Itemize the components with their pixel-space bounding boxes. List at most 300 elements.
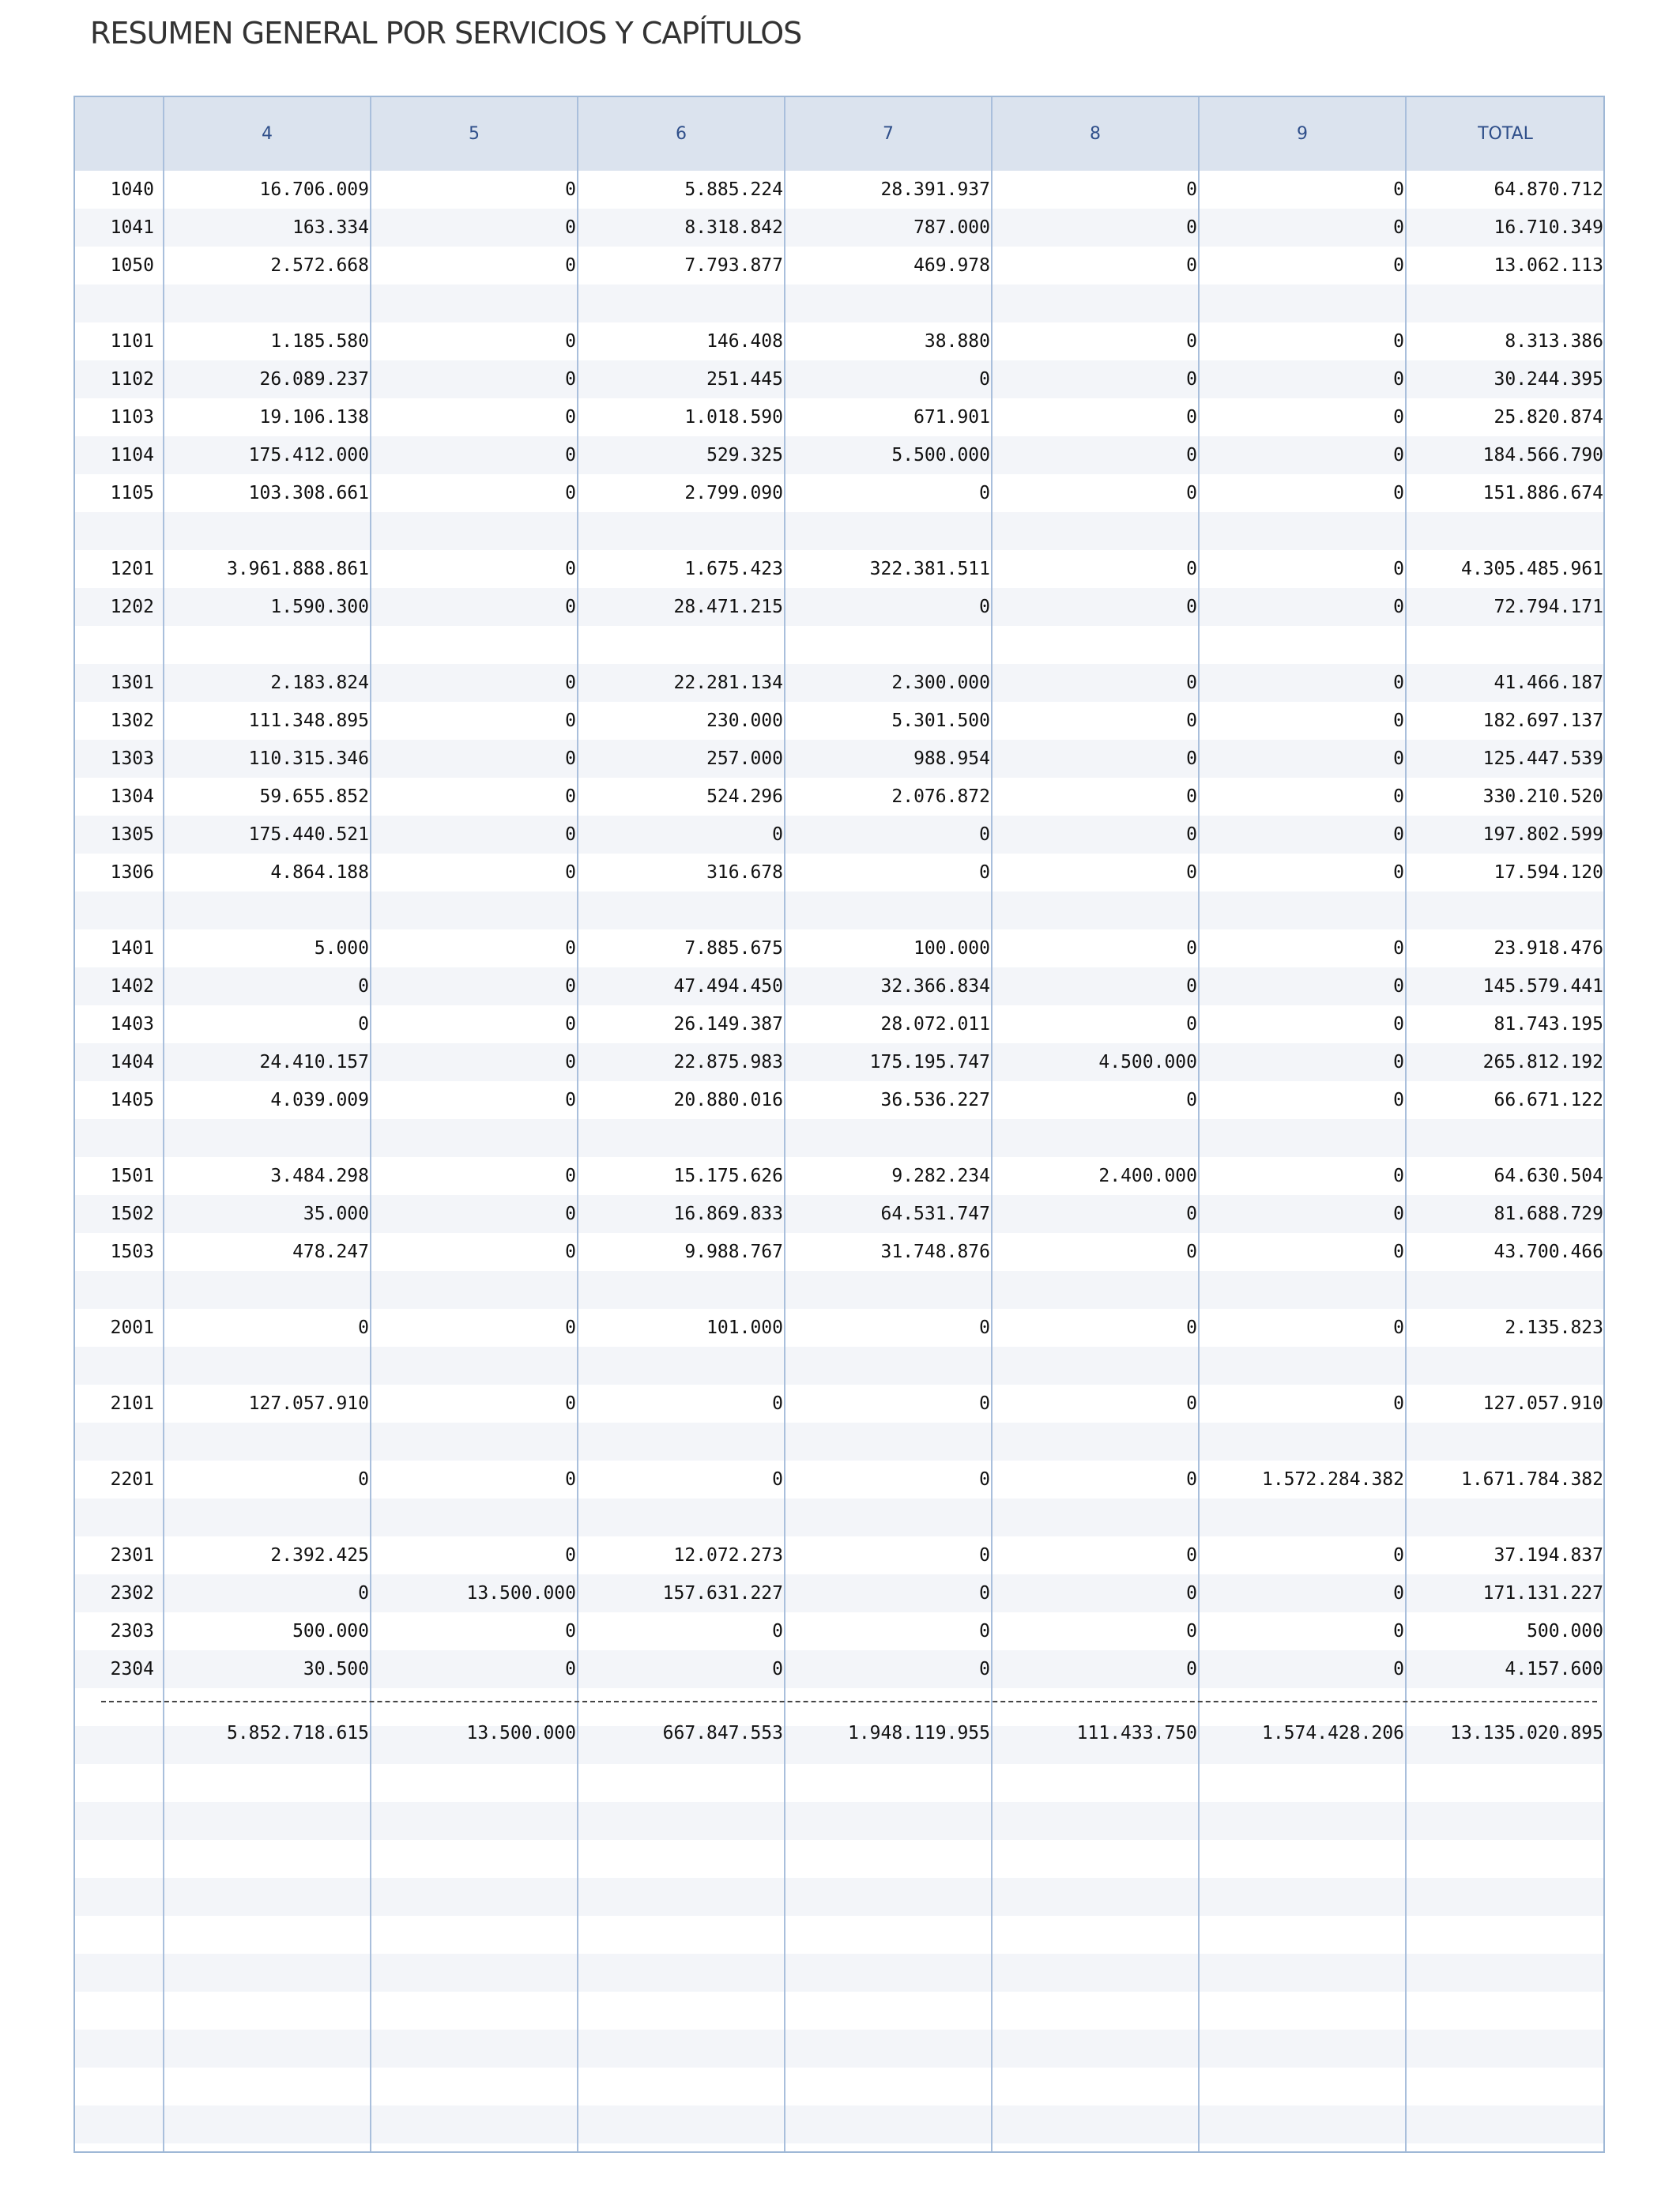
table-cell: 111.348.895 — [248, 711, 369, 731]
total-cell: 5.852.718.615 — [226, 1723, 369, 1744]
table-cell: 0 — [1393, 1204, 1404, 1224]
table-cell: 0 — [1393, 711, 1404, 731]
table-cell: 0 — [1393, 1393, 1404, 1414]
table-cell: 127.057.910 — [248, 1393, 369, 1414]
column-header: 4 — [262, 124, 273, 144]
table-cell: 64.870.712 — [1494, 179, 1603, 200]
table-cell: 9.282.234 — [891, 1166, 990, 1186]
table-cell: 0 — [979, 1545, 990, 1566]
table-cell: 26.089.237 — [259, 369, 369, 390]
total-cell: 1.948.119.955 — [847, 1723, 990, 1744]
table-cell: 175.440.521 — [248, 824, 369, 845]
service-code: 2303 — [110, 1621, 154, 1642]
table-cell: 0 — [1393, 748, 1404, 769]
service-code: 1501 — [110, 1166, 154, 1186]
table-cell: 0 — [772, 1659, 783, 1679]
table-cell: 0 — [1393, 824, 1404, 845]
table-cell: 36.536.227 — [880, 1090, 990, 1110]
table-cell: 0 — [1393, 1659, 1404, 1679]
table-cell: 13.062.113 — [1494, 255, 1603, 276]
service-code: 1302 — [110, 711, 154, 731]
table-cell: 0 — [565, 1090, 576, 1110]
table-cell: 0 — [565, 1166, 576, 1186]
table-row — [75, 1612, 1603, 1650]
row-stripe — [75, 626, 1603, 664]
table-cell: 197.802.599 — [1482, 824, 1603, 845]
table-cell: 0 — [565, 1621, 576, 1642]
table-cell: 0 — [1393, 1583, 1404, 1604]
service-code: 1041 — [110, 217, 154, 238]
table-cell: 0 — [1393, 976, 1404, 997]
table-row — [75, 664, 1603, 702]
row-stripe — [75, 2105, 1603, 2143]
table-cell: 0 — [358, 1014, 369, 1035]
row-stripe — [75, 1498, 1603, 1536]
table-row — [75, 247, 1603, 285]
table-cell: 2.183.824 — [270, 673, 369, 693]
table-cell: 330.210.520 — [1482, 786, 1603, 807]
table-cell: 0 — [979, 1318, 990, 1338]
service-code: 2101 — [110, 1393, 154, 1414]
table-cell: 0 — [1393, 862, 1404, 883]
row-stripe — [75, 285, 1603, 322]
table-cell: 230.000 — [706, 711, 783, 731]
table-cell: 16.706.009 — [259, 179, 369, 200]
table-row — [75, 929, 1603, 967]
table-cell: 2.135.823 — [1505, 1318, 1603, 1338]
row-stripe — [75, 1802, 1603, 1840]
table-cell: 30.500 — [303, 1659, 369, 1679]
total-cell: 111.433.750 — [1076, 1723, 1197, 1744]
service-code: 2001 — [110, 1318, 154, 1338]
table-cell: 0 — [565, 407, 576, 428]
table-cell: 0 — [1393, 1621, 1404, 1642]
table-cell: 0 — [1393, 1090, 1404, 1110]
table-cell: 0 — [565, 369, 576, 390]
table-cell: 127.057.910 — [1482, 1393, 1603, 1414]
totals-row — [75, 1714, 1603, 1752]
table-cell: 478.247 — [292, 1242, 369, 1262]
service-code: 1405 — [110, 1090, 154, 1110]
table-cell: 0 — [565, 1052, 576, 1072]
service-code: 1306 — [110, 862, 154, 883]
table-row — [75, 702, 1603, 740]
table-row — [75, 171, 1603, 209]
table-cell: 0 — [1393, 483, 1404, 503]
table-cell: 0 — [565, 1242, 576, 1262]
total-cell: 667.847.553 — [662, 1723, 783, 1744]
table-cell: 0 — [1393, 597, 1404, 617]
table-row — [75, 1536, 1603, 1574]
table-row — [75, 1385, 1603, 1423]
table-cell: 500.000 — [1527, 1621, 1603, 1642]
table-row — [75, 1461, 1603, 1498]
table-cell: 1.018.590 — [684, 407, 783, 428]
table-cell: 1.590.300 — [270, 597, 369, 617]
table-cell: 1.671.784.382 — [1460, 1469, 1603, 1490]
service-code: 2301 — [110, 1545, 154, 1566]
total-cell: 13.500.000 — [466, 1723, 576, 1744]
table-cell: 0 — [1186, 938, 1197, 959]
table-cell: 0 — [1186, 255, 1197, 276]
table-cell: 0 — [565, 255, 576, 276]
table-cell: 64.630.504 — [1494, 1166, 1603, 1186]
table-cell: 8.318.842 — [684, 217, 783, 238]
table-cell: 25.820.874 — [1494, 407, 1603, 428]
table-cell: 5.885.224 — [684, 179, 783, 200]
table-cell: 0 — [565, 1204, 576, 1224]
service-code: 1050 — [110, 255, 154, 276]
table-cell: 0 — [358, 1318, 369, 1338]
service-code: 1304 — [110, 786, 154, 807]
table-cell: 0 — [1393, 1242, 1404, 1262]
table-cell: 37.194.837 — [1494, 1545, 1603, 1566]
table-cell: 4.039.009 — [270, 1090, 369, 1110]
table-cell: 0 — [772, 824, 783, 845]
row-stripe — [75, 2068, 1603, 2105]
table-cell: 26.149.387 — [673, 1014, 783, 1035]
row-stripe — [75, 1992, 1603, 2030]
table-cell: 5.500.000 — [891, 445, 990, 466]
service-code: 1403 — [110, 1014, 154, 1035]
table-cell: 3.484.298 — [270, 1166, 369, 1186]
service-code: 1202 — [110, 597, 154, 617]
table-cell: 4.500.000 — [1098, 1052, 1197, 1072]
table-cell: 257.000 — [706, 748, 783, 769]
table-cell: 1.675.423 — [684, 559, 783, 579]
table-cell: 0 — [1393, 673, 1404, 693]
table-cell: 0 — [1393, 407, 1404, 428]
table-cell: 0 — [979, 862, 990, 883]
table-cell: 7.885.675 — [684, 938, 783, 959]
row-stripe — [75, 1764, 1603, 1802]
table-cell: 0 — [358, 1583, 369, 1604]
table-row — [75, 967, 1603, 1005]
table-cell: 163.334 — [292, 217, 369, 238]
service-code: 1404 — [110, 1052, 154, 1072]
table-row — [75, 1233, 1603, 1271]
table-cell: 28.471.215 — [673, 597, 783, 617]
table-cell: 0 — [1186, 1583, 1197, 1604]
table-cell: 0 — [979, 1469, 990, 1490]
table-cell: 0 — [1186, 976, 1197, 997]
table-cell: 1.572.284.382 — [1261, 1469, 1404, 1490]
table-cell: 3.961.888.861 — [226, 559, 369, 579]
table-cell: 2.300.000 — [891, 673, 990, 693]
table-cell: 988.954 — [913, 748, 990, 769]
table-cell: 9.988.767 — [684, 1242, 783, 1262]
table-cell: 0 — [565, 1014, 576, 1035]
total-cell: 13.135.020.895 — [1450, 1723, 1603, 1744]
table-cell: 0 — [1186, 1014, 1197, 1035]
table-cell: 0 — [565, 1469, 576, 1490]
table-row — [75, 1574, 1603, 1612]
table-row — [75, 1005, 1603, 1043]
table-cell: 81.743.195 — [1494, 1014, 1603, 1035]
table-row — [75, 1043, 1603, 1081]
table-cell: 0 — [565, 786, 576, 807]
table-cell: 59.655.852 — [259, 786, 369, 807]
table-cell: 32.366.834 — [880, 976, 990, 997]
table-cell: 0 — [1393, 786, 1404, 807]
table-row — [75, 1081, 1603, 1119]
column-header: 8 — [1090, 124, 1101, 144]
table-cell: 2.400.000 — [1098, 1166, 1197, 1186]
table-cell: 184.566.790 — [1482, 445, 1603, 466]
table-cell: 0 — [1186, 824, 1197, 845]
service-code: 1040 — [110, 179, 154, 200]
table-cell: 146.408 — [706, 331, 783, 352]
table-cell: 110.315.346 — [248, 748, 369, 769]
column-header — [75, 97, 164, 171]
table-cell: 5.000 — [314, 938, 369, 959]
table-cell: 0 — [1186, 711, 1197, 731]
table-cell: 0 — [1393, 445, 1404, 466]
table-cell: 1.185.580 — [270, 331, 369, 352]
table-cell: 0 — [979, 483, 990, 503]
table-cell: 38.880 — [924, 331, 990, 352]
table-cell: 0 — [1186, 1242, 1197, 1262]
table-cell: 28.072.011 — [880, 1014, 990, 1035]
table-cell: 787.000 — [913, 217, 990, 238]
table-cell: 8.313.386 — [1505, 331, 1603, 352]
table-cell: 0 — [565, 824, 576, 845]
table-cell: 30.244.395 — [1494, 369, 1603, 390]
table-cell: 41.466.187 — [1494, 673, 1603, 693]
table-cell: 469.978 — [913, 255, 990, 276]
table-row — [75, 778, 1603, 816]
service-code: 1201 — [110, 559, 154, 579]
service-code: 1303 — [110, 748, 154, 769]
table-row — [75, 1650, 1603, 1688]
table-cell: 16.710.349 — [1494, 217, 1603, 238]
table-cell: 316.678 — [706, 862, 783, 883]
table-cell: 0 — [565, 559, 576, 579]
row-stripe — [75, 2143, 1603, 2153]
table-row — [75, 854, 1603, 892]
table-cell: 7.793.877 — [684, 255, 783, 276]
table-cell: 0 — [1393, 559, 1404, 579]
table-cell: 0 — [1393, 1014, 1404, 1035]
table-cell: 17.594.120 — [1494, 862, 1603, 883]
table-cell: 0 — [565, 748, 576, 769]
table-cell: 0 — [772, 1469, 783, 1490]
table-cell: 0 — [979, 369, 990, 390]
table-cell: 22.875.983 — [673, 1052, 783, 1072]
table-cell: 0 — [565, 1545, 576, 1566]
service-code: 2201 — [110, 1469, 154, 1490]
table-cell: 0 — [979, 597, 990, 617]
row-stripe — [75, 1878, 1603, 1916]
row-stripe — [75, 1840, 1603, 1878]
table-cell: 0 — [1186, 786, 1197, 807]
table-cell: 322.381.511 — [869, 559, 990, 579]
table-cell: 4.305.485.961 — [1460, 559, 1603, 579]
table-cell: 524.296 — [706, 786, 783, 807]
service-code: 2302 — [110, 1583, 154, 1604]
service-code: 2304 — [110, 1659, 154, 1679]
table-cell: 0 — [1186, 1204, 1197, 1224]
table-cell: 0 — [979, 1621, 990, 1642]
table-cell: 12.072.273 — [673, 1545, 783, 1566]
table-cell: 0 — [1186, 179, 1197, 200]
table-cell: 175.412.000 — [248, 445, 369, 466]
row-stripe — [75, 1916, 1603, 1954]
table-row — [75, 1157, 1603, 1195]
table-cell: 0 — [1186, 559, 1197, 579]
table-cell: 0 — [772, 1621, 783, 1642]
table-cell: 0 — [979, 1659, 990, 1679]
table-cell: 5.301.500 — [891, 711, 990, 731]
row-stripe — [75, 1423, 1603, 1461]
table-cell: 31.748.876 — [880, 1242, 990, 1262]
row-stripe — [75, 1347, 1603, 1385]
table-cell: 0 — [979, 1583, 990, 1604]
table-cell: 0 — [1186, 673, 1197, 693]
table-cell: 0 — [1186, 1659, 1197, 1679]
table-cell: 171.131.227 — [1482, 1583, 1603, 1604]
table-cell: 0 — [565, 179, 576, 200]
table-cell: 0 — [565, 445, 576, 466]
table-row — [75, 740, 1603, 778]
table-cell: 0 — [1186, 369, 1197, 390]
column-header: 9 — [1297, 124, 1308, 144]
table-cell: 103.308.661 — [248, 483, 369, 503]
service-code: 1105 — [110, 483, 154, 503]
table-cell: 20.880.016 — [673, 1090, 783, 1110]
service-code: 1301 — [110, 673, 154, 693]
table-cell: 0 — [1186, 483, 1197, 503]
table-cell: 0 — [1186, 407, 1197, 428]
table-row — [75, 816, 1603, 854]
table-row — [75, 322, 1603, 360]
table-cell: 24.410.157 — [259, 1052, 369, 1072]
service-code: 1104 — [110, 445, 154, 466]
table-cell: 0 — [565, 1659, 576, 1679]
service-code: 1305 — [110, 824, 154, 845]
table-cell: 0 — [565, 976, 576, 997]
table-cell: 101.000 — [706, 1318, 783, 1338]
table-cell: 64.531.747 — [880, 1204, 990, 1224]
table-cell: 0 — [565, 597, 576, 617]
table-cell: 0 — [1393, 255, 1404, 276]
table-cell: 2.076.872 — [891, 786, 990, 807]
table-cell: 22.281.134 — [673, 673, 783, 693]
table-cell: 0 — [1186, 1621, 1197, 1642]
row-stripe — [75, 2030, 1603, 2068]
table-cell: 157.631.227 — [662, 1583, 783, 1604]
table-cell: 0 — [565, 217, 576, 238]
total-cell: 1.574.428.206 — [1261, 1723, 1404, 1744]
table-cell: 4.157.600 — [1505, 1659, 1603, 1679]
table-cell: 671.901 — [913, 407, 990, 428]
table-cell: 0 — [1393, 1166, 1404, 1186]
column-header: TOTAL — [1478, 124, 1533, 144]
table-row — [75, 588, 1603, 626]
table-cell: 125.447.539 — [1482, 748, 1603, 769]
table-cell: 0 — [565, 711, 576, 731]
table-cell: 0 — [1186, 331, 1197, 352]
summary-table — [73, 96, 1605, 2153]
table-row — [75, 436, 1603, 474]
table-cell: 0 — [565, 1393, 576, 1414]
row-stripe — [75, 892, 1603, 929]
service-code: 1402 — [110, 976, 154, 997]
totals-separator — [101, 1701, 1597, 1702]
table-cell: 0 — [565, 331, 576, 352]
table-cell: 0 — [1186, 1318, 1197, 1338]
table-cell: 0 — [1186, 1545, 1197, 1566]
table-cell: 0 — [1186, 748, 1197, 769]
table-cell: 0 — [1393, 1545, 1404, 1566]
service-code: 1101 — [110, 331, 154, 352]
table-cell: 0 — [565, 862, 576, 883]
table-header-row — [75, 97, 1603, 171]
table-row — [75, 550, 1603, 588]
table-cell: 182.697.137 — [1482, 711, 1603, 731]
service-code: 1102 — [110, 369, 154, 390]
table-cell: 16.869.833 — [673, 1204, 783, 1224]
table-cell: 529.325 — [706, 445, 783, 466]
table-cell: 72.794.171 — [1494, 597, 1603, 617]
table-row — [75, 398, 1603, 436]
table-cell: 265.812.192 — [1482, 1052, 1603, 1072]
table-cell: 0 — [565, 1318, 576, 1338]
row-stripe — [75, 512, 1603, 550]
column-header: 6 — [676, 124, 687, 144]
table-cell: 0 — [1186, 1090, 1197, 1110]
column-header: 5 — [469, 124, 480, 144]
table-cell: 100.000 — [913, 938, 990, 959]
table-cell: 0 — [358, 1469, 369, 1490]
table-cell: 0 — [1186, 445, 1197, 466]
table-cell: 500.000 — [292, 1621, 369, 1642]
table-cell: 19.106.138 — [259, 407, 369, 428]
table-cell: 0 — [565, 938, 576, 959]
table-row — [75, 1195, 1603, 1233]
table-cell: 0 — [772, 1393, 783, 1414]
table-cell: 2.572.668 — [270, 255, 369, 276]
table-row — [75, 360, 1603, 398]
table-cell: 13.500.000 — [466, 1583, 576, 1604]
table-row — [75, 474, 1603, 512]
page-title: RESUMEN GENERAL POR SERVICIOS Y CAPÍTULOS — [90, 16, 802, 51]
table-cell: 0 — [1186, 597, 1197, 617]
table-cell: 0 — [979, 824, 990, 845]
row-stripe — [75, 1271, 1603, 1309]
table-cell: 4.864.188 — [270, 862, 369, 883]
row-stripe — [75, 1954, 1603, 1992]
service-code: 1401 — [110, 938, 154, 959]
table-cell: 0 — [1393, 179, 1404, 200]
table-cell: 0 — [1393, 1318, 1404, 1338]
table-cell: 0 — [1186, 1469, 1197, 1490]
row-stripe — [75, 1119, 1603, 1157]
table-cell: 23.918.476 — [1494, 938, 1603, 959]
table-cell: 0 — [1393, 1052, 1404, 1072]
service-code: 1502 — [110, 1204, 154, 1224]
table-cell: 0 — [1393, 938, 1404, 959]
service-code: 1103 — [110, 407, 154, 428]
table-cell: 35.000 — [303, 1204, 369, 1224]
table-cell: 0 — [1393, 369, 1404, 390]
service-code: 1503 — [110, 1242, 154, 1262]
table-cell: 81.688.729 — [1494, 1204, 1603, 1224]
table-cell: 175.195.747 — [869, 1052, 990, 1072]
table-cell: 0 — [565, 673, 576, 693]
table-cell: 0 — [979, 1393, 990, 1414]
table-cell: 0 — [1393, 217, 1404, 238]
